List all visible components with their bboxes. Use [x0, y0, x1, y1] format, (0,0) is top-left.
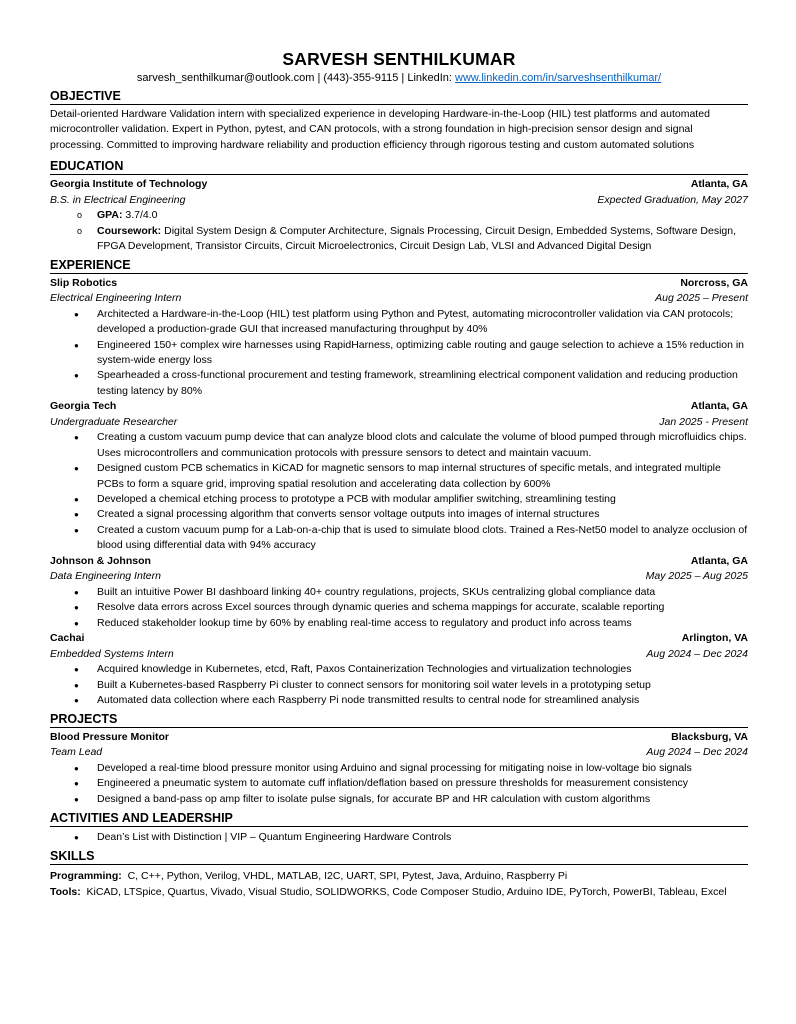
bullet-icon: ●: [74, 525, 79, 535]
bullet-icon: ●: [74, 587, 79, 597]
location: Arlington, VA: [681, 632, 748, 645]
objective-text: Detail-oriented Hardware Validation intern with specialized experience in developing Hardware-in-the-Loop (HIL) test platforms and automated microcontroller validation. Expert in Python, pytest, and CAN protocols, with a strong foundation in high-precision sensor design and signal processing. Committed to improving hardware reliability and production efficiency through rigorous testing and custom automated solutions: [50, 108, 710, 151]
education-subheader: [50, 193, 748, 209]
experience-list: [50, 276, 748, 709]
bullet-icon: ●: [74, 665, 79, 675]
skills-row: [50, 885, 748, 900]
entry-header: [50, 631, 748, 647]
role: Undergraduate Researcher: [50, 415, 178, 428]
list-item: [50, 461, 748, 492]
role: Team Lead: [50, 746, 103, 759]
list-item: [50, 368, 748, 399]
detail-text: 3.7/4.0: [122, 209, 158, 222]
bullet-icon: ●: [74, 495, 79, 505]
bullet-text: Built a Kubernetes-based Raspberry Pi cluster to connect sensors for monitoring soil water levels in a prototyping setup: [97, 678, 651, 691]
bullet-icon: ●: [74, 603, 79, 613]
bullet-text: Creating a custom vacuum pump device that can analyze blood clots and calculate the volume of blood pumped through microfluidics chips. Uses microcontrollers and communication protocols with pressure sensors to detect and maintain vacuum.: [97, 431, 747, 459]
bullet-text: Designed custom PCB schematics in KiCAD for magnetic sensors to map internal structures of specific metals, and integrated multiple PCBs to form a square grid, improving spatial resolution and accelerating data collection by 600%: [97, 462, 721, 490]
dates: Aug 2025 – Present: [655, 292, 748, 305]
bullet-icon: ●: [74, 832, 79, 842]
list-item: [50, 430, 748, 461]
bullet-icon: ●: [74, 464, 79, 474]
list-item: [50, 830, 748, 845]
skills-text: C, C++, Python, Verilog, VHDL, MATLAB, I2C, UART, SPI, Pytest, Java, Arduino, Raspberry Pi: [121, 870, 568, 883]
list-item: [50, 776, 748, 791]
bullet-text: Engineered 150+ complex wire harnesses using RapidHarness, optimizing cable routing and gauge selection to achieve a 15% reduction in system-wide energy loss: [97, 338, 745, 367]
role: Data Engineering Intern: [50, 570, 161, 583]
education-details: [50, 208, 748, 254]
entry-header: [50, 554, 748, 570]
list-item: [50, 600, 748, 615]
bullet-icon: ●: [74, 794, 79, 804]
experience-entry: [50, 554, 748, 631]
section-heading-objective: OBJECTIVE: [50, 89, 748, 105]
detail-label: GPA:: [97, 209, 123, 222]
bullet-text: Resolve data errors across Excel sources through dynamic queries and schema mappings for accurate, scalable reporting: [97, 601, 665, 614]
bullet-icon: ●: [74, 340, 79, 350]
organization: Georgia Tech: [50, 400, 117, 413]
bullet-icon: ●: [74, 433, 79, 443]
bullet-icon: ●: [74, 763, 79, 773]
list-item: [50, 585, 748, 600]
bullet-list: [50, 307, 748, 399]
contact-line: [50, 70, 748, 86]
bullet-text: Developed a chemical etching process to prototype a PCB with modular amplifier switching, streamlining testing: [97, 493, 616, 506]
bullet-icon: ●: [74, 510, 79, 520]
linkedin-link[interactable]: www.linkedin.com/in/sarveshsenthilkumar/: [455, 72, 662, 84]
bullet-text: Dean’s List with Distinction | VIP – Quantum Engineering Hardware Controls: [97, 830, 452, 843]
bullet-text: Spearheaded a cross-functional procurement and testing framework, streamlining electrical component validation and reducing production testing latency by 80%: [97, 369, 738, 397]
bullet-text: Acquired knowledge in Kubernetes, etcd, Raft, Paxos Containerization Technologies and virtualization technologies: [97, 663, 632, 676]
list-item: [50, 507, 748, 522]
bullet-text: Built an intuitive Power BI dashboard linking 40+ country regulations, projects, SKUs centralizing global compliance data: [97, 585, 656, 598]
experience-entry: [50, 276, 748, 400]
list-item: [50, 678, 748, 693]
bullet-icon: ●: [74, 371, 79, 381]
list-item: [50, 492, 748, 507]
list-item: [50, 761, 748, 776]
dates: Aug 2024 – Dec 2024: [646, 647, 748, 660]
list-item: [50, 662, 748, 677]
bullet-text: Automated data collection where each Raspberry Pi node transmitted results to central node for streamlined analysis: [97, 694, 640, 707]
role: Electrical Engineering Intern: [50, 292, 182, 305]
school-location: Atlanta, GA: [690, 178, 748, 191]
dates: May 2025 – Aug 2025: [645, 570, 748, 583]
education-detail: [50, 208, 748, 223]
location: Atlanta, GA: [690, 554, 748, 567]
location: Blacksburg, VA: [671, 730, 748, 743]
organization: Cachai: [50, 632, 85, 645]
organization: Johnson & Johnson: [50, 554, 151, 567]
contact-info: sarvesh_senthilkumar@outlook.com | (443)-355-9115 | LinkedIn:: [136, 72, 456, 84]
projects-list: [50, 730, 748, 807]
skills-label: Programming:: [50, 870, 122, 883]
section-heading-skills: SKILLS: [50, 849, 748, 865]
list-item: [50, 523, 748, 554]
graduation-date: Expected Graduation, May 2027: [597, 193, 748, 206]
location: Atlanta, GA: [690, 400, 748, 413]
skills-label: Tools:: [50, 885, 81, 898]
activities-list: [50, 830, 748, 845]
organization: Slip Robotics: [50, 276, 118, 289]
bullet-list: [50, 662, 748, 708]
list-item: [50, 693, 748, 708]
projects-entry: [50, 730, 748, 807]
entry-subheader: [50, 745, 748, 761]
bullet-icon: ●: [74, 309, 79, 319]
bullet-icon: ●: [74, 696, 79, 706]
candidate-name: SARVESH SENTHILKUMAR: [282, 49, 516, 69]
experience-entry: [50, 631, 748, 708]
list-item: [50, 792, 748, 807]
education-header: [50, 177, 748, 193]
bullet-text: Created a custom vacuum pump for a Lab-on-a-chip that is used to simulate blood clots. Trained a Res-Net50 model to analyze occlusion of blood using differential data with 94% accuracy: [97, 523, 748, 552]
entry-subheader: [50, 569, 748, 585]
skills-text: KiCAD, LTSpice, Quartus, Vivado, Visual Studio, SOLIDWORKS, Code Composer Studio, Arduino IDE, PyTorch, PowerBI, Tableau, Excel: [80, 885, 727, 898]
dates: Aug 2024 – Dec 2024: [646, 746, 748, 759]
section-heading-education: EDUCATION: [50, 159, 748, 175]
list-item: [50, 616, 748, 631]
bullet-text: Engineered a pneumatic system to automate cuff inflation/deflation based on pressure thresholds for measurement consistency: [97, 777, 689, 790]
entry-header: [50, 276, 748, 292]
skills-list: [50, 869, 748, 900]
section-heading-projects: PROJECTS: [50, 712, 748, 728]
bullet-icon: ●: [74, 779, 79, 789]
bullet-text: Architected a Hardware-in-the-Loop (HIL) test platform using Python and Pytest, automating microcontroller validation via CAN protocols; developed a production-grade GUI that increased manufacturing throughput by 40%: [97, 307, 734, 336]
bullet-icon: ●: [74, 618, 79, 628]
bullet-text: Created a signal processing algorithm that converts sensor voltage outputs into images of internal structures: [97, 508, 600, 521]
detail-text: Digital System Design & Computer Architecture, Signals Processing, Circuit Design, Embedded Systems, Software Design, FPGA Development, Transistor Circuits, Circuit Microelectronics, Circuit Design Lab, VLSI and Advanced Digital Design: [97, 224, 737, 253]
entry-subheader: [50, 291, 748, 307]
school-name: Georgia Institute of Technology: [50, 178, 208, 191]
bullet-list: [50, 761, 748, 807]
bullet-list: [50, 585, 748, 631]
bullet-text: Reduced stakeholder lookup time by 60% by enabling real-time access to regulatory and product info across teams: [97, 616, 632, 629]
bullet-text: Designed a band-pass op amp filter to isolate pulse signals, for accurate BP and HR calculation with custom algorithms: [97, 792, 651, 805]
detail-label: Coursework:: [97, 224, 162, 237]
section-heading-experience: EXPERIENCE: [50, 258, 748, 274]
entry-subheader: [50, 647, 748, 663]
education-detail: [50, 224, 748, 255]
section-heading-activities: ACTIVITIES AND LEADERSHIP: [50, 811, 748, 827]
skills-row: [50, 869, 748, 884]
role: Embedded Systems Intern: [50, 647, 174, 660]
dates: Jan 2025 - Present: [659, 415, 748, 428]
bullet-list: [50, 430, 748, 553]
location: Norcross, GA: [680, 276, 748, 289]
entry-header: [50, 399, 748, 415]
entry-subheader: [50, 415, 748, 431]
list-item: [50, 338, 748, 369]
bullet-text: Developed a real-time blood pressure monitor using Arduino and signal processing for mitigating noise in low-voltage bio signals: [97, 761, 692, 774]
organization: Blood Pressure Monitor: [50, 730, 170, 743]
entry-header: [50, 730, 748, 746]
circle-bullet-icon: o: [77, 225, 83, 236]
bullet-icon: ●: [74, 680, 79, 690]
experience-entry: [50, 399, 748, 553]
degree: B.S. in Electrical Engineering: [50, 193, 186, 206]
list-item: [50, 307, 748, 338]
circle-bullet-icon: o: [77, 210, 83, 221]
